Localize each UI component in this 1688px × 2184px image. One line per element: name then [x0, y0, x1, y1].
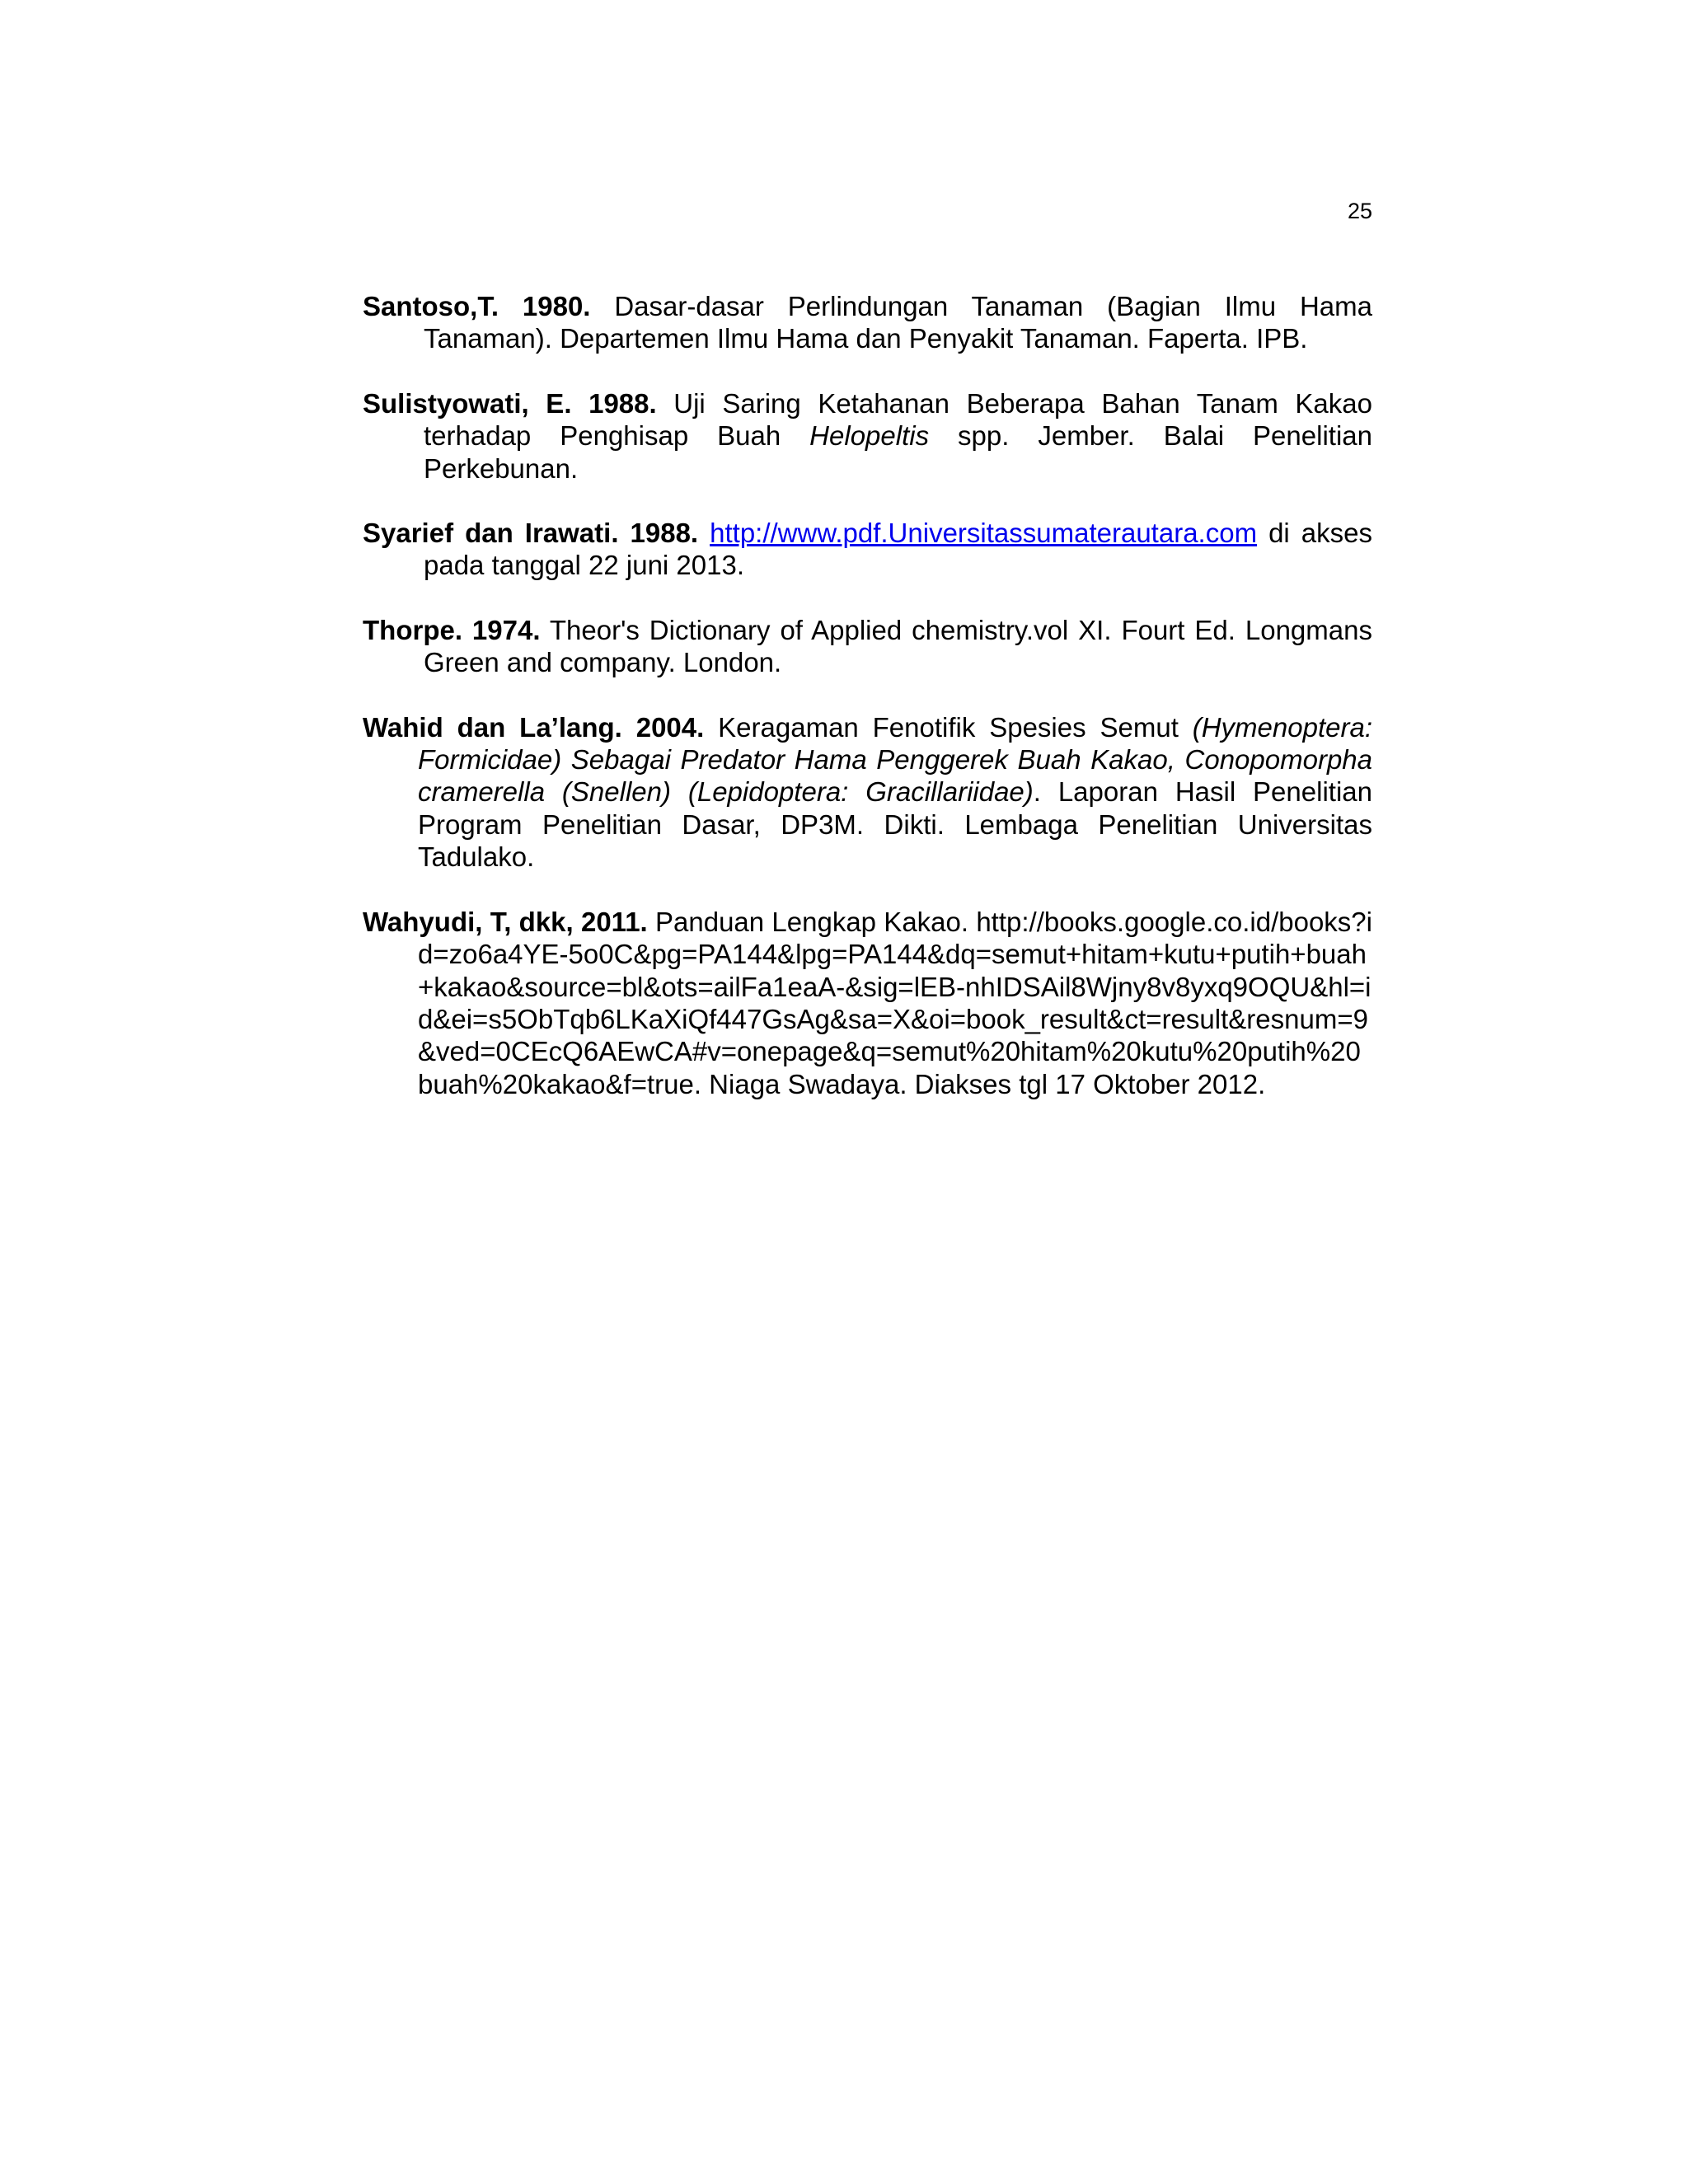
reference-author-year: Sulistyowati, E. 1988. [363, 387, 657, 419]
reference-link[interactable]: http://www.pdf.Universitassumaterautara.com [710, 518, 1258, 549]
reference-text: Keragaman Fenotifik Spesies Semut [704, 711, 1193, 743]
reference-text: Uji Saring Ketahanan Beberapa Bahan Tanam Kakao terhadap Penghisap Buah [424, 387, 1372, 452]
reference-author-year: Thorpe. 1974. [363, 614, 541, 645]
reference-text: di akses pada tanggal 22 juni 2013. [424, 518, 1372, 581]
reference-author-year: Wahid dan La’lang. 2004. [363, 711, 705, 743]
reference-text: Theor's Dictionary of Applied chemistry.vol XI. Fourt Ed. Longmans Green and company. London. [424, 614, 1372, 678]
reference-santoso [363, 290, 1372, 355]
reference-italic-text: Helopeltis [809, 420, 930, 452]
page-number: 25 [1347, 199, 1372, 223]
reference-italic-text: (Hymenoptera: Formicidae) Sebagai Predator Hama Penggerek Buah Kakao, Conopomorpha cramerella (Snellen) (Lepidoptera: Gracillariidae) [418, 711, 1372, 808]
reference-url-text: http://books.google.co.id/books?id=zo6a4YE-5o0C&pg=PA144&lpg=PA144&dq=semut+hitam+kutu+putih+buah+kakao&source=bl&ots=ailFa1eaA-&sig=lEB-nhIDSAil8Wjny8v8yxq9OQU&hl=id&ei=s5ObTqb6LKaXiQf447GsAg&sa=X&oi=book_result&ct=result&resnum=9&ved=0CEcQ6AEwCA#v=onepage&q=semut%20hitam%20kutu%20putih%20buah%20kakao&f=true. [418, 906, 1372, 1099]
reference-sulistyowati [363, 387, 1372, 485]
reference-author-year: Syarief dan Irawati. 1988. [363, 518, 699, 549]
reference-thorpe [363, 614, 1372, 679]
reference-list [363, 290, 1372, 1132]
reference-text: . Laporan Hasil Penelitian Program Penelitian Dasar, DP3M. Dikti. Lembaga Penelitian Universitas Tadulako. [418, 776, 1372, 873]
reference-wahid [363, 711, 1372, 874]
reference-text: Panduan Lengkap Kakao. [647, 906, 977, 937]
reference-author-year: Wahyudi, T, dkk, 2011. [363, 906, 648, 937]
reference-author-year: Santoso,T. 1980. [363, 291, 591, 321]
reference-wahyudi [363, 906, 1372, 1100]
reference-text: spp. Jember. Balai Penelitian Perkebunan. [424, 420, 1372, 484]
reference-text: Niaga Swadaya. Diakses tgl 17 Oktober 2012. [701, 1068, 1266, 1099]
reference-syarief [363, 517, 1372, 582]
reference-text: Dasar-dasar Perlindungan Tanaman (Bagian Ilmu Hama Tanaman). Departemen Ilmu Hama dan Penyakit Tanaman. Faperta. IPB. [424, 291, 1372, 354]
